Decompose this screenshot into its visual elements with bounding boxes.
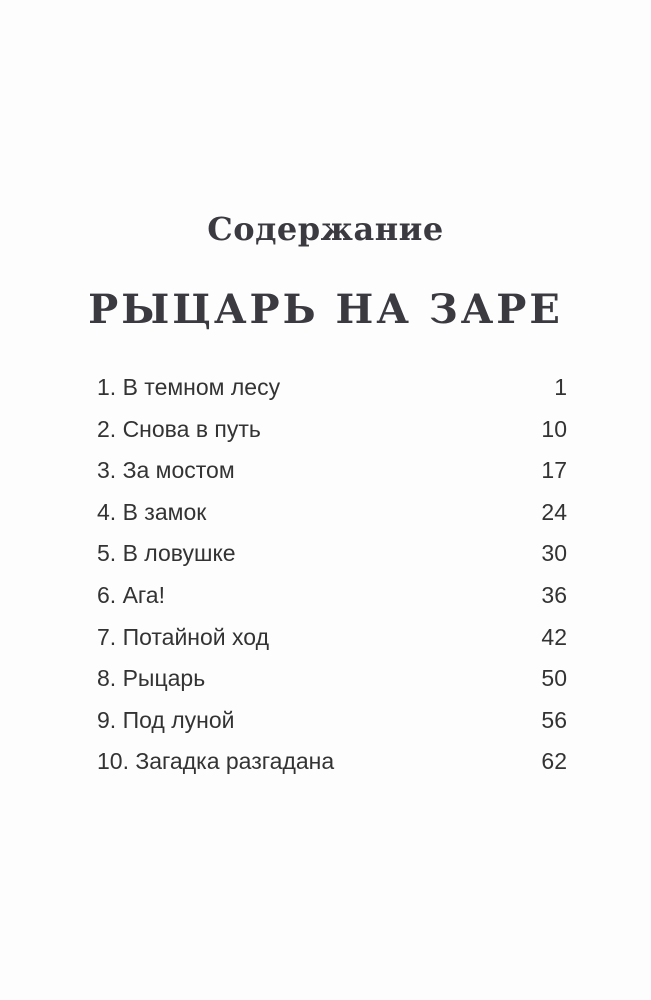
toc-entry bbox=[97, 707, 567, 749]
table-of-contents bbox=[97, 374, 567, 790]
toc-entry bbox=[97, 665, 567, 707]
toc-entry bbox=[97, 416, 567, 458]
contents-heading: Содержание bbox=[207, 210, 444, 248]
toc-entry-title: 2. Снова в путь bbox=[97, 415, 261, 442]
toc-entry bbox=[97, 540, 567, 582]
toc-entry bbox=[97, 582, 567, 624]
toc-entry-title: 6. Ага! bbox=[97, 581, 165, 608]
toc-entry-title: 8. Рыцарь bbox=[97, 665, 206, 692]
toc-entry-title: 10. Загадка разгадана bbox=[97, 748, 335, 775]
toc-entry-title: 5. В ловушке bbox=[97, 540, 236, 567]
toc-entry bbox=[97, 499, 567, 541]
toc-entry-page: 17 bbox=[541, 457, 567, 484]
toc-entry bbox=[97, 748, 567, 790]
book-title: РЫЦАРЬ НА ЗАРЕ bbox=[88, 286, 563, 333]
toc-entry-page: 62 bbox=[541, 748, 567, 775]
toc-entry-page: 50 bbox=[541, 665, 567, 692]
toc-entry-page: 1 bbox=[554, 374, 567, 400]
toc-entry-page: 36 bbox=[541, 581, 567, 608]
toc-entry-title: 7. Потайной ход bbox=[97, 623, 269, 650]
toc-entry-page: 56 bbox=[541, 706, 567, 733]
toc-entry-page: 10 bbox=[541, 415, 567, 442]
toc-entry-title: 1. В темном лесу bbox=[97, 374, 281, 400]
toc-entry bbox=[97, 624, 567, 666]
toc-entry bbox=[97, 374, 567, 416]
toc-entry-title: 3. За мостом bbox=[97, 457, 235, 484]
toc-entry-page: 24 bbox=[541, 498, 567, 525]
toc-entry-title: 9. Под луной bbox=[97, 706, 235, 733]
toc-entry-page: 30 bbox=[541, 540, 567, 567]
toc-entry bbox=[97, 457, 567, 499]
toc-entry-page: 42 bbox=[541, 623, 567, 650]
toc-entry-title: 4. В замок bbox=[97, 498, 207, 525]
